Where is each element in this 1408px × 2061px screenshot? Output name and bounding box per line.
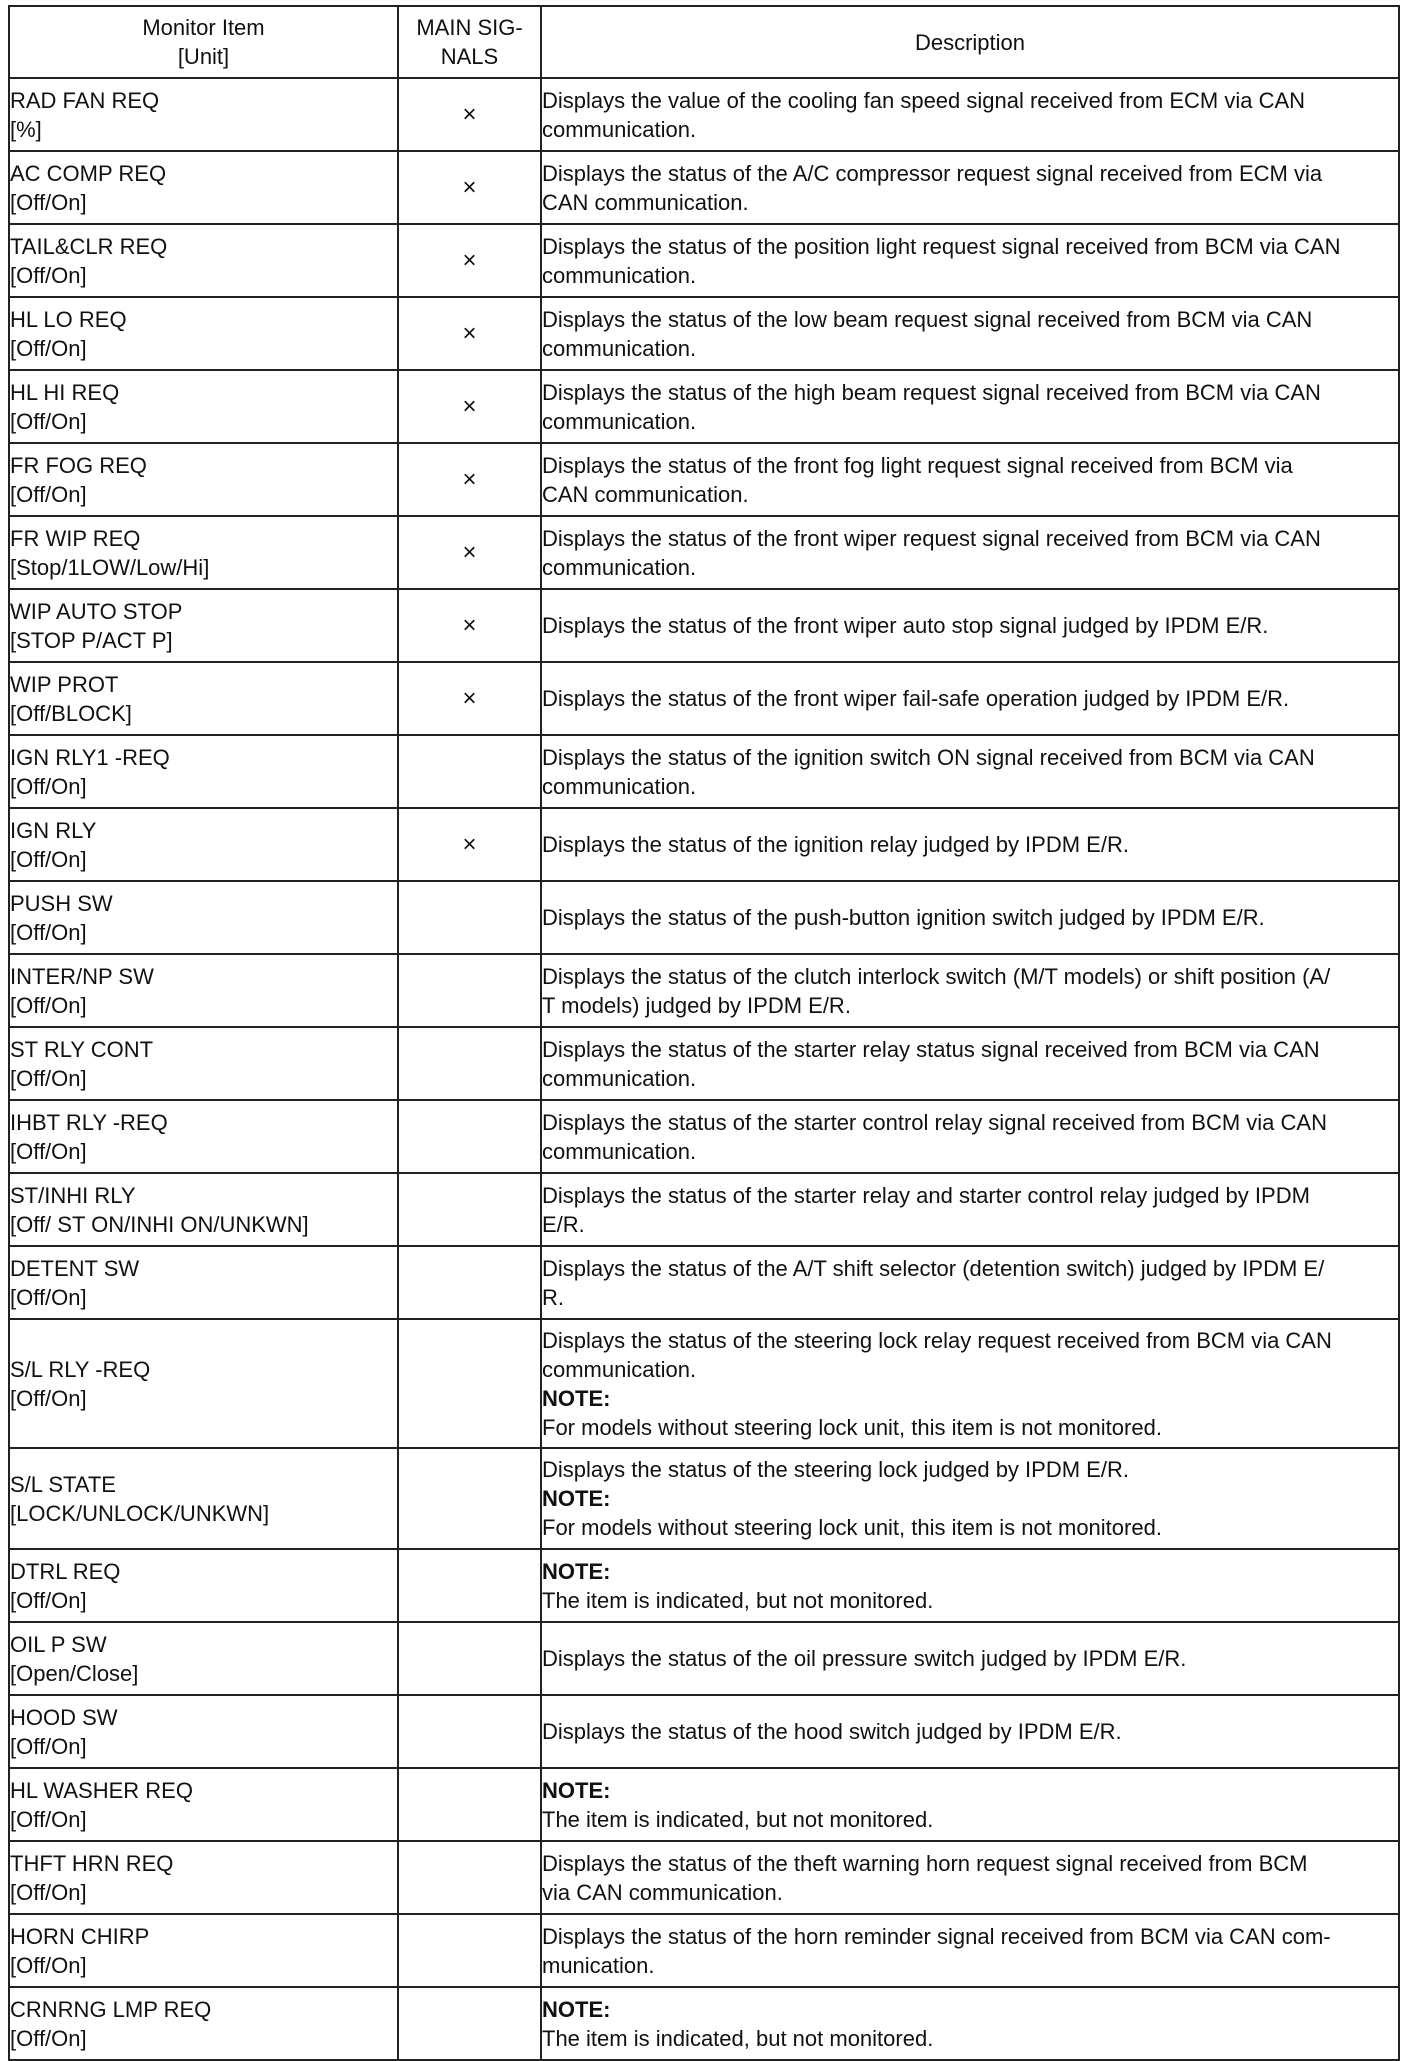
main-signal-mark bbox=[398, 1695, 541, 1768]
header-monitor-item bbox=[9, 6, 398, 78]
monitor-item-unit: [Off/On] bbox=[10, 1806, 87, 1832]
monitor-item-name: THFT HRN REQ bbox=[10, 1850, 174, 1876]
description-cell bbox=[541, 297, 1399, 370]
description-cell bbox=[541, 516, 1399, 589]
description-line: Displays the status of the low beam request signal received from BCM via CAN bbox=[542, 306, 1313, 332]
description-line: via CAN communication. bbox=[542, 1879, 783, 1905]
main-signal-mark bbox=[398, 1841, 541, 1914]
monitor-item-cell bbox=[9, 1914, 398, 1987]
monitor-item-name: ST/INHI RLY bbox=[10, 1182, 136, 1208]
main-signal-mark bbox=[398, 1987, 541, 2060]
description-cell bbox=[541, 1448, 1399, 1549]
description-line: communication. bbox=[542, 262, 697, 288]
monitor-item-name: HL LO REQ bbox=[10, 306, 127, 332]
table-row bbox=[9, 735, 1399, 808]
monitor-item-unit: [Off/On] bbox=[10, 992, 87, 1018]
monitor-item-unit: [Off/On] bbox=[10, 773, 87, 799]
monitor-item-cell bbox=[9, 1448, 398, 1549]
table-row bbox=[9, 1987, 1399, 2060]
monitor-item-cell bbox=[9, 1173, 398, 1246]
table-row bbox=[9, 1319, 1399, 1448]
description-line: Displays the status of the steering lock relay request received from BCM via CAN bbox=[542, 1327, 1332, 1353]
description-cell bbox=[541, 1695, 1399, 1768]
description-cell bbox=[541, 1987, 1399, 2060]
monitor-item-unit: [Off/On] bbox=[10, 262, 87, 288]
description-line: Displays the status of the position light request signal received from BCM via CAN bbox=[542, 233, 1341, 259]
monitor-item-name: FR FOG REQ bbox=[10, 452, 147, 478]
header-main-signals-line-1: MAIN SIG- bbox=[416, 15, 523, 40]
monitor-item-unit: [Off/On] bbox=[10, 1138, 87, 1164]
monitor-item-cell bbox=[9, 1027, 398, 1100]
monitor-item-unit: [Off/On] bbox=[10, 1879, 87, 1905]
monitor-item-unit: [Off/On] bbox=[10, 846, 87, 872]
monitor-item-table bbox=[8, 5, 1400, 2061]
monitor-item-name: WIP AUTO STOP bbox=[10, 598, 183, 624]
description-line: E/R. bbox=[542, 1211, 585, 1237]
description-line: Displays the status of the starter relay and starter control relay judged by IPDM bbox=[542, 1182, 1310, 1208]
description-line: Displays the status of the starter relay status signal received from BCM via CAN bbox=[542, 1036, 1320, 1062]
description-cell bbox=[541, 954, 1399, 1027]
table-row bbox=[9, 881, 1399, 954]
monitor-item-cell bbox=[9, 224, 398, 297]
main-signal-mark bbox=[398, 735, 541, 808]
description-line: communication. bbox=[542, 116, 697, 142]
monitor-item-name: HOOD SW bbox=[10, 1704, 118, 1730]
description-line: communication. bbox=[542, 1356, 697, 1382]
description-line: Displays the status of the theft warning horn request signal received from BCM bbox=[542, 1850, 1308, 1876]
table-row bbox=[9, 151, 1399, 224]
monitor-item-cell bbox=[9, 151, 398, 224]
main-signal-mark bbox=[398, 881, 541, 954]
monitor-item-name: CRNRNG LMP REQ bbox=[10, 1996, 212, 2022]
description-cell bbox=[541, 589, 1399, 662]
monitor-item-unit: [Off/On] bbox=[10, 1733, 87, 1759]
description-line: communication. bbox=[542, 1138, 697, 1164]
monitor-item-cell bbox=[9, 735, 398, 808]
table-row bbox=[9, 78, 1399, 151]
main-signal-mark bbox=[398, 1027, 541, 1100]
monitor-item-unit: [Stop/1LOW/Low/Hi] bbox=[10, 554, 210, 580]
monitor-item-unit: [Off/On] bbox=[10, 335, 87, 361]
description-line: communication. bbox=[542, 773, 697, 799]
monitor-item-unit: [Off/On] bbox=[10, 919, 87, 945]
description-line: Displays the status of the A/C compressor request signal received from ECM via bbox=[542, 160, 1323, 186]
monitor-item-cell bbox=[9, 297, 398, 370]
monitor-item-unit: [Open/Close] bbox=[10, 1660, 139, 1686]
monitor-item-cell bbox=[9, 516, 398, 589]
note-label: NOTE: bbox=[542, 1558, 611, 1584]
monitor-item-cell bbox=[9, 881, 398, 954]
description-line: Displays the status of the high beam request signal received from BCM via CAN bbox=[542, 379, 1321, 405]
table-row bbox=[9, 1173, 1399, 1246]
table-row bbox=[9, 443, 1399, 516]
main-signal-mark: × bbox=[398, 151, 541, 224]
table-row bbox=[9, 1448, 1399, 1549]
main-signal-mark bbox=[398, 1246, 541, 1319]
description-cell bbox=[541, 224, 1399, 297]
monitor-item-name: INTER/NP SW bbox=[10, 963, 154, 989]
monitor-item-cell bbox=[9, 1768, 398, 1841]
monitor-item-unit: [%] bbox=[10, 116, 42, 142]
table-header-row bbox=[9, 6, 1399, 78]
monitor-item-name: ST RLY CONT bbox=[10, 1036, 154, 1062]
monitor-item-cell bbox=[9, 443, 398, 516]
description-line: Displays the status of the front wiper auto stop signal judged by IPDM E/R. bbox=[542, 613, 1269, 638]
monitor-item-cell bbox=[9, 954, 398, 1027]
note-label: NOTE: bbox=[542, 1996, 611, 2022]
description-line: Displays the status of the horn reminder signal received from BCM via CAN com- bbox=[542, 1923, 1331, 1949]
description-cell bbox=[541, 1100, 1399, 1173]
description-line: Displays the status of the front wiper request signal received from BCM via CAN bbox=[542, 525, 1321, 551]
header-main-signals-line-2: NALS bbox=[440, 44, 499, 69]
header-main-signals bbox=[398, 6, 541, 78]
description-line: communication. bbox=[542, 335, 697, 361]
note-text: The item is indicated, but not monitored. bbox=[542, 2025, 934, 2051]
table-row bbox=[9, 1549, 1399, 1622]
monitor-item-cell bbox=[9, 1987, 398, 2060]
monitor-item-cell bbox=[9, 370, 398, 443]
monitor-item-unit: [Off/On] bbox=[10, 481, 87, 507]
description-line: Displays the status of the front wiper fail-safe operation judged by IPDM E/R. bbox=[542, 686, 1290, 711]
table-row bbox=[9, 297, 1399, 370]
table-row bbox=[9, 662, 1399, 735]
description-line: T models) judged by IPDM E/R. bbox=[542, 992, 851, 1018]
main-signal-mark: × bbox=[398, 78, 541, 151]
main-signal-mark: × bbox=[398, 589, 541, 662]
monitor-item-cell bbox=[9, 1100, 398, 1173]
monitor-item-name: OIL P SW bbox=[10, 1631, 107, 1657]
monitor-item-unit: [Off/On] bbox=[10, 1065, 87, 1091]
monitor-item-cell bbox=[9, 1841, 398, 1914]
description-line: Displays the status of the ignition switch ON signal received from BCM via CAN bbox=[542, 744, 1315, 770]
monitor-item-unit: [STOP P/ACT P] bbox=[10, 627, 173, 653]
table-row bbox=[9, 589, 1399, 662]
description-line: Displays the status of the steering lock judged by IPDM E/R. bbox=[542, 1457, 1129, 1482]
monitor-item-name: FR WIP REQ bbox=[10, 525, 141, 551]
description-cell bbox=[541, 881, 1399, 954]
monitor-item-name: AC COMP REQ bbox=[10, 160, 167, 186]
description-cell bbox=[541, 370, 1399, 443]
monitor-item-cell bbox=[9, 1622, 398, 1695]
description-cell bbox=[541, 1549, 1399, 1622]
monitor-item-name: RAD FAN REQ bbox=[10, 87, 160, 113]
monitor-item-unit: [Off/BLOCK] bbox=[10, 700, 132, 726]
main-signal-mark bbox=[398, 1914, 541, 1987]
monitor-item-cell bbox=[9, 1695, 398, 1768]
table-row bbox=[9, 1768, 1399, 1841]
monitor-item-unit: [Off/On] bbox=[10, 1952, 87, 1978]
monitor-item-unit: [Off/On] bbox=[10, 2025, 87, 2051]
header-unit-line: [Unit] bbox=[177, 44, 230, 69]
description-line: R. bbox=[542, 1284, 564, 1310]
monitor-item-cell bbox=[9, 589, 398, 662]
main-signal-mark: × bbox=[398, 662, 541, 735]
description-cell bbox=[541, 1319, 1399, 1448]
monitor-item-name: HL HI REQ bbox=[10, 379, 120, 405]
description-cell bbox=[541, 1173, 1399, 1246]
description-cell bbox=[541, 1622, 1399, 1695]
table-row bbox=[9, 516, 1399, 589]
description-line: Displays the status of the front fog light request signal received from BCM via bbox=[542, 452, 1293, 478]
monitor-item-name: DETENT SW bbox=[10, 1255, 140, 1281]
table-row bbox=[9, 1622, 1399, 1695]
main-signal-mark bbox=[398, 1768, 541, 1841]
description-line: Displays the status of the clutch interlock switch (M/T models) or shift position (A/ bbox=[542, 963, 1331, 989]
table-row bbox=[9, 1246, 1399, 1319]
monitor-item-name: TAIL&CLR REQ bbox=[10, 233, 168, 259]
monitor-item-cell bbox=[9, 662, 398, 735]
table-row bbox=[9, 1100, 1399, 1173]
monitor-item-name: WIP PROT bbox=[10, 671, 119, 697]
monitor-item-unit: [Off/On] bbox=[10, 1587, 87, 1613]
table-row bbox=[9, 1841, 1399, 1914]
description-line: Displays the value of the cooling fan speed signal received from ECM via CAN bbox=[542, 87, 1306, 113]
note-label: NOTE: bbox=[542, 1385, 611, 1411]
main-signal-mark bbox=[398, 1622, 541, 1695]
description-cell bbox=[541, 1246, 1399, 1319]
description-line: Displays the status of the oil pressure switch judged by IPDM E/R. bbox=[542, 1646, 1187, 1671]
note-text: For models without steering lock unit, this item is not monitored. bbox=[542, 1414, 1162, 1440]
description-cell bbox=[541, 443, 1399, 516]
main-signal-mark bbox=[398, 1173, 541, 1246]
description-line: Displays the status of the hood switch judged by IPDM E/R. bbox=[542, 1719, 1122, 1744]
table-row bbox=[9, 808, 1399, 881]
monitor-item-name: HL WASHER REQ bbox=[10, 1777, 193, 1803]
monitor-item-unit: [Off/On] bbox=[10, 1385, 87, 1411]
description-cell bbox=[541, 1027, 1399, 1100]
monitor-item-unit: [Off/On] bbox=[10, 189, 87, 215]
description-cell bbox=[541, 1768, 1399, 1841]
description-cell bbox=[541, 1841, 1399, 1914]
main-signal-mark: × bbox=[398, 224, 541, 297]
description-line: CAN communication. bbox=[542, 481, 749, 507]
main-signal-mark: × bbox=[398, 370, 541, 443]
description-line: munication. bbox=[542, 1952, 655, 1978]
description-line: Displays the status of the starter control relay signal received from BCM via CAN bbox=[542, 1109, 1327, 1135]
monitor-item-cell bbox=[9, 808, 398, 881]
monitor-item-cell bbox=[9, 78, 398, 151]
description-line: communication. bbox=[542, 408, 697, 434]
main-signal-mark bbox=[398, 954, 541, 1027]
description-cell bbox=[541, 151, 1399, 224]
description-line: communication. bbox=[542, 554, 697, 580]
note-label: NOTE: bbox=[542, 1777, 611, 1803]
monitor-item-name: S/L STATE bbox=[10, 1471, 116, 1497]
description-line: CAN communication. bbox=[542, 189, 749, 215]
description-cell bbox=[541, 1914, 1399, 1987]
table-row bbox=[9, 224, 1399, 297]
monitor-item-unit: [LOCK/UNLOCK/UNKWN] bbox=[10, 1500, 270, 1526]
description-cell bbox=[541, 808, 1399, 881]
monitor-item-name: IGN RLY bbox=[10, 817, 97, 843]
monitor-item-name: HORN CHIRP bbox=[10, 1923, 150, 1949]
main-signal-mark: × bbox=[398, 443, 541, 516]
note-label: NOTE: bbox=[542, 1486, 611, 1511]
monitor-item-name: S/L RLY -REQ bbox=[10, 1356, 151, 1382]
monitor-item-unit: [Off/On] bbox=[10, 408, 87, 434]
table-row bbox=[9, 1695, 1399, 1768]
description-cell bbox=[541, 78, 1399, 151]
main-signal-mark bbox=[398, 1448, 541, 1549]
main-signal-mark bbox=[398, 1319, 541, 1448]
monitor-item-cell bbox=[9, 1549, 398, 1622]
description-cell bbox=[541, 662, 1399, 735]
description-line: communication. bbox=[542, 1065, 697, 1091]
monitor-item-cell bbox=[9, 1246, 398, 1319]
monitor-item-cell bbox=[9, 1319, 398, 1448]
main-signal-mark: × bbox=[398, 808, 541, 881]
description-line: Displays the status of the A/T shift selector (detention switch) judged by IPDM E/ bbox=[542, 1255, 1325, 1281]
header-monitor-item-line: Monitor Item bbox=[142, 15, 265, 40]
description-line: Displays the status of the ignition relay judged by IPDM E/R. bbox=[542, 832, 1129, 857]
monitor-item-unit: [Off/ ST ON/INHI ON/UNKWN] bbox=[10, 1211, 309, 1237]
monitor-item-unit: [Off/On] bbox=[10, 1284, 87, 1310]
main-signal-mark bbox=[398, 1549, 541, 1622]
note-text: The item is indicated, but not monitored. bbox=[542, 1587, 934, 1613]
main-signal-mark bbox=[398, 1100, 541, 1173]
monitor-item-name: IHBT RLY -REQ bbox=[10, 1109, 168, 1135]
header-description: Description bbox=[541, 6, 1399, 78]
table-row bbox=[9, 954, 1399, 1027]
main-signal-mark: × bbox=[398, 297, 541, 370]
table-row bbox=[9, 1914, 1399, 1987]
monitor-item-name: DTRL REQ bbox=[10, 1558, 121, 1584]
table-row bbox=[9, 370, 1399, 443]
main-signal-mark: × bbox=[398, 516, 541, 589]
monitor-item-name: PUSH SW bbox=[10, 890, 113, 916]
table-row bbox=[9, 1027, 1399, 1100]
note-text: The item is indicated, but not monitored. bbox=[542, 1806, 934, 1832]
monitor-item-name: IGN RLY1 -REQ bbox=[10, 744, 170, 770]
description-cell bbox=[541, 735, 1399, 808]
note-text: For models without steering lock unit, this item is not monitored. bbox=[542, 1515, 1162, 1540]
description-line: Displays the status of the push-button ignition switch judged by IPDM E/R. bbox=[542, 905, 1265, 930]
